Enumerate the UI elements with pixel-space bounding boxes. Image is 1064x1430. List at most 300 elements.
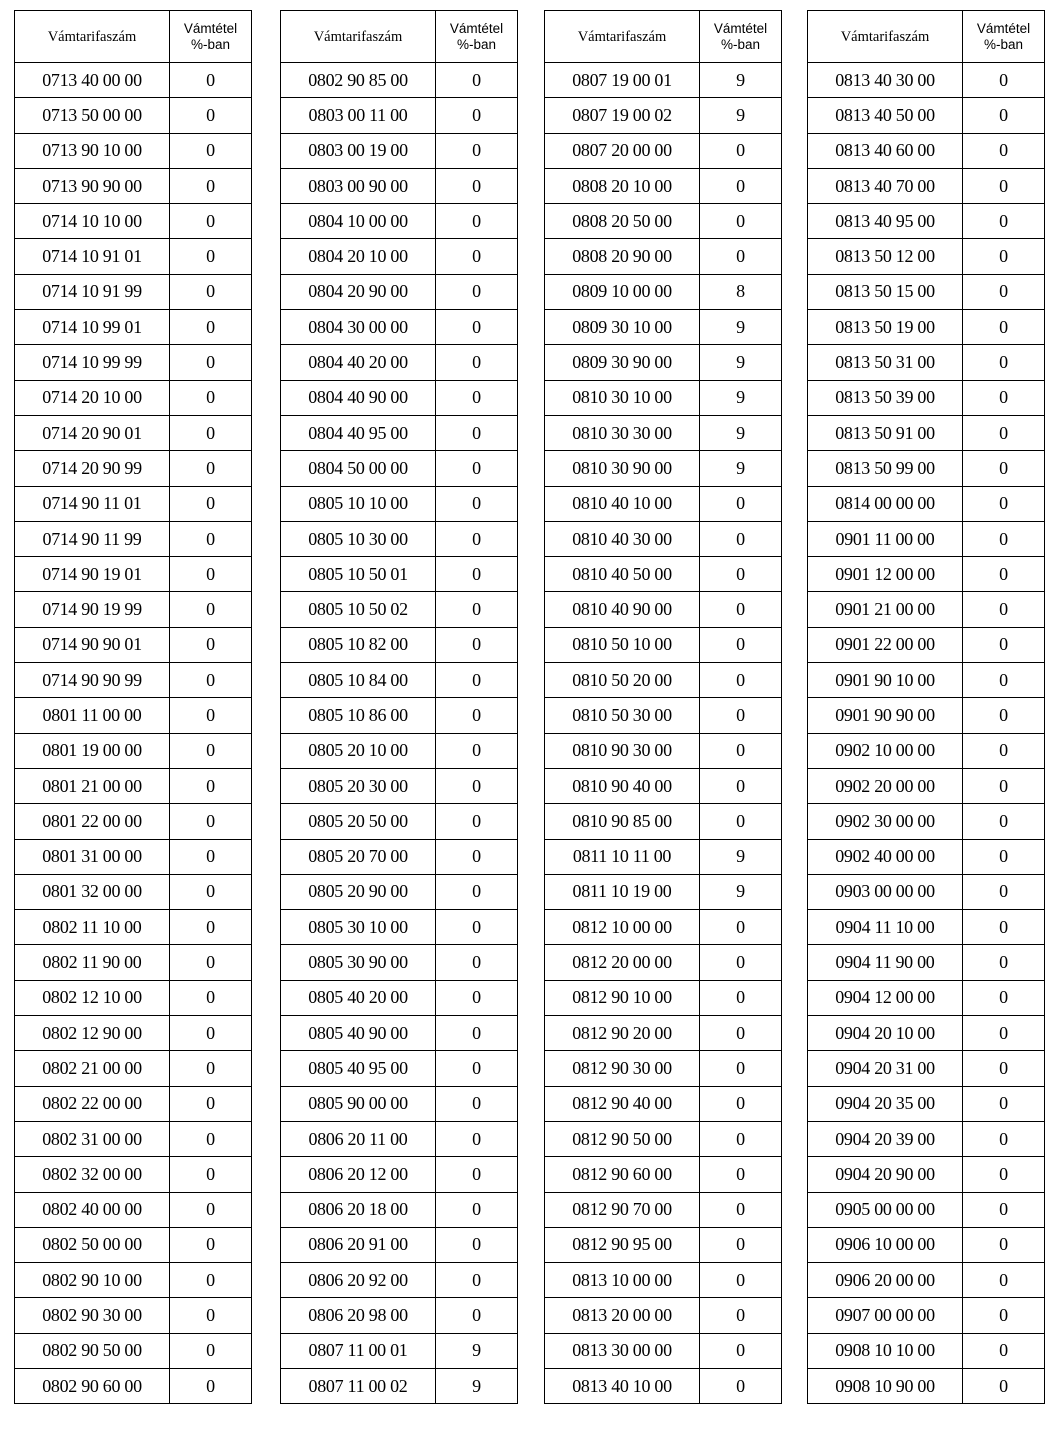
tariff-code-cell: 0802 90 60 00 (15, 1368, 170, 1403)
tariff-code-cell: 0813 10 00 00 (545, 1263, 700, 1298)
table-row (281, 1368, 518, 1403)
table-row (281, 839, 518, 874)
rate-cell: 0 (170, 1227, 252, 1262)
rate-cell: 0 (436, 239, 518, 274)
tariff-code-cell: 0904 11 90 00 (808, 945, 963, 980)
tariff-code-cell: 0805 10 10 00 (281, 486, 436, 521)
rate-cell: 0 (700, 1333, 782, 1368)
tariff-code-cell: 0805 10 30 00 (281, 521, 436, 556)
rate-cell: 0 (963, 239, 1045, 274)
rate-cell: 9 (700, 451, 782, 486)
tariff-code-cell: 0713 50 00 00 (15, 98, 170, 133)
tariff-code-cell: 0812 10 00 00 (545, 910, 700, 945)
table-row (281, 380, 518, 415)
rate-cell: 0 (963, 1263, 1045, 1298)
tariff-code-cell: 0803 00 19 00 (281, 133, 436, 168)
table-row (281, 168, 518, 203)
rate-cell: 0 (963, 663, 1045, 698)
tariff-code-cell: 0901 12 00 00 (808, 557, 963, 592)
rate-cell: 0 (436, 1227, 518, 1262)
tariff-code-cell: 0810 90 30 00 (545, 733, 700, 768)
table-row (808, 1051, 1045, 1086)
rate-cell: 0 (436, 980, 518, 1015)
tariff-code-cell: 0805 10 82 00 (281, 627, 436, 662)
tariff-code-cell: 0806 20 18 00 (281, 1192, 436, 1227)
rate-cell: 0 (700, 168, 782, 203)
table-row (808, 168, 1045, 203)
rate-cell: 0 (963, 521, 1045, 556)
table-row (281, 557, 518, 592)
tariff-code-cell: 0714 10 10 00 (15, 204, 170, 239)
table-row (545, 874, 782, 909)
table-row (281, 204, 518, 239)
rate-cell: 0 (436, 1051, 518, 1086)
tariff-table-3 (544, 10, 782, 1404)
rate-cell: 0 (963, 380, 1045, 415)
tariff-code-cell: 0802 11 10 00 (15, 910, 170, 945)
rate-cell: 0 (170, 804, 252, 839)
table-row (545, 663, 782, 698)
rate-cell: 0 (963, 168, 1045, 203)
table-row (281, 486, 518, 521)
table-row (808, 1157, 1045, 1192)
rate-cell: 9 (700, 839, 782, 874)
rate-cell: 9 (700, 874, 782, 909)
rate-cell: 0 (436, 380, 518, 415)
rate-cell: 0 (170, 627, 252, 662)
table-row (808, 204, 1045, 239)
tariff-code-cell: 0812 90 70 00 (545, 1192, 700, 1227)
rate-cell: 0 (170, 980, 252, 1015)
rate-cell: 0 (700, 1051, 782, 1086)
table-row (808, 1333, 1045, 1368)
table-row (15, 804, 252, 839)
tariff-code-cell: 0807 20 00 00 (545, 133, 700, 168)
tariff-code-cell: 0813 40 30 00 (808, 63, 963, 98)
tariff-code-cell: 0902 40 00 00 (808, 839, 963, 874)
tariff-code-cell: 0813 50 19 00 (808, 310, 963, 345)
tariff-code-cell: 0904 12 00 00 (808, 980, 963, 1015)
tariff-code-cell: 0806 20 91 00 (281, 1227, 436, 1262)
table-row (545, 557, 782, 592)
rate-cell: 0 (436, 98, 518, 133)
table-row (15, 98, 252, 133)
tariff-table-2 (280, 10, 518, 1404)
table-row (281, 98, 518, 133)
table-row (15, 1016, 252, 1051)
table-row (808, 663, 1045, 698)
rate-cell: 0 (436, 1016, 518, 1051)
tariff-code-cell: 0714 10 91 01 (15, 239, 170, 274)
rate-header-line2: %-ban (190, 36, 231, 52)
tariff-code-cell: 0901 22 00 00 (808, 627, 963, 662)
table-row (545, 239, 782, 274)
rate-header-line2: %-ban (983, 36, 1024, 52)
rate-cell: 0 (170, 663, 252, 698)
rate-cell: 0 (963, 804, 1045, 839)
table-row (15, 1086, 252, 1121)
table-row (545, 592, 782, 627)
tariff-code-cell: 0812 90 30 00 (545, 1051, 700, 1086)
table-row (15, 1298, 252, 1333)
rate-header-line1: Vámtétel (449, 20, 504, 36)
table-row (545, 980, 782, 1015)
table-row (808, 1016, 1045, 1051)
table-row (545, 1333, 782, 1368)
rate-cell: 0 (700, 1157, 782, 1192)
table-row (281, 910, 518, 945)
table-row (15, 1263, 252, 1298)
table-row (808, 451, 1045, 486)
rate-cell: 0 (700, 698, 782, 733)
table-row (545, 698, 782, 733)
table-row (808, 698, 1045, 733)
rate-cell: 0 (170, 133, 252, 168)
rate-cell: 0 (700, 239, 782, 274)
rate-cell: 0 (436, 874, 518, 909)
table-row (808, 63, 1045, 98)
tariff-code-cell: 0803 00 11 00 (281, 98, 436, 133)
table-row (808, 345, 1045, 380)
rate-cell: 0 (436, 592, 518, 627)
tariff-code-cell: 0802 22 00 00 (15, 1086, 170, 1121)
tariff-code-cell: 0901 90 90 00 (808, 698, 963, 733)
table-row (15, 63, 252, 98)
rate-cell: 0 (700, 663, 782, 698)
tariff-code-cell: 0801 21 00 00 (15, 768, 170, 803)
table-row (15, 1368, 252, 1403)
tariff-code-cell: 0802 32 00 00 (15, 1157, 170, 1192)
rate-cell: 0 (170, 733, 252, 768)
table-row (808, 1121, 1045, 1156)
tariff-code-cell: 0805 10 50 02 (281, 592, 436, 627)
rate-cell: 0 (436, 1263, 518, 1298)
table-row (808, 486, 1045, 521)
table-row (545, 627, 782, 662)
tariff-code-cell: 0713 90 10 00 (15, 133, 170, 168)
rate-cell: 0 (700, 733, 782, 768)
table-row (808, 1227, 1045, 1262)
rate-cell: 0 (170, 239, 252, 274)
rate-cell: 0 (436, 1298, 518, 1333)
tariff-code-cell: 0810 30 30 00 (545, 415, 700, 450)
tariff-code-cell: 0802 90 50 00 (15, 1333, 170, 1368)
tariff-code-cell: 0810 50 20 00 (545, 663, 700, 698)
tariff-code-cell: 0807 19 00 02 (545, 98, 700, 133)
tariff-code-cell: 0808 20 50 00 (545, 204, 700, 239)
rate-cell: 0 (170, 1368, 252, 1403)
table-row (281, 733, 518, 768)
table-row (545, 1121, 782, 1156)
tariff-code-cell: 0804 20 90 00 (281, 274, 436, 309)
table-row (281, 1227, 518, 1262)
rate-cell: 0 (436, 1086, 518, 1121)
table-row (808, 133, 1045, 168)
tariff-code-cell: 0813 40 50 00 (808, 98, 963, 133)
tariff-code-cell: 0902 30 00 00 (808, 804, 963, 839)
table-row (545, 451, 782, 486)
table-row (281, 415, 518, 450)
table-row (15, 910, 252, 945)
table-row (281, 274, 518, 309)
rate-cell: 9 (436, 1368, 518, 1403)
tariff-code-cell: 0810 30 10 00 (545, 380, 700, 415)
rate-cell: 0 (963, 874, 1045, 909)
rate-cell: 0 (700, 1086, 782, 1121)
table-row (281, 698, 518, 733)
rate-cell: 0 (700, 945, 782, 980)
rate-cell: 0 (700, 557, 782, 592)
column-header-rate (700, 11, 782, 63)
tariff-code-cell: 0810 40 90 00 (545, 592, 700, 627)
tariff-code-cell: 0901 90 10 00 (808, 663, 963, 698)
rate-cell: 0 (170, 1051, 252, 1086)
table-row (15, 310, 252, 345)
table-row (808, 874, 1045, 909)
table-row (281, 1086, 518, 1121)
tariff-code-cell: 0810 40 50 00 (545, 557, 700, 592)
tariff-code-cell: 0805 40 95 00 (281, 1051, 436, 1086)
rate-cell: 8 (700, 274, 782, 309)
tariff-code-cell: 0904 20 35 00 (808, 1086, 963, 1121)
table-row (15, 239, 252, 274)
tariff-code-cell: 0810 40 30 00 (545, 521, 700, 556)
table-row (545, 310, 782, 345)
rate-cell: 0 (963, 733, 1045, 768)
tariff-code-cell: 0804 40 95 00 (281, 415, 436, 450)
tariff-code-cell: 0810 90 85 00 (545, 804, 700, 839)
table-row (15, 204, 252, 239)
rate-cell: 0 (963, 839, 1045, 874)
table-row (545, 415, 782, 450)
table-row (281, 592, 518, 627)
rate-cell: 0 (170, 1263, 252, 1298)
rate-cell: 0 (700, 768, 782, 803)
rate-cell: 0 (170, 698, 252, 733)
rate-cell: 0 (700, 980, 782, 1015)
tariff-code-cell: 0904 20 31 00 (808, 1051, 963, 1086)
table-row (281, 1051, 518, 1086)
tariff-code-cell: 0809 30 90 00 (545, 345, 700, 380)
tariff-code-cell: 0904 20 90 00 (808, 1157, 963, 1192)
table-row (545, 486, 782, 521)
tariff-code-cell: 0714 90 19 99 (15, 592, 170, 627)
column-header-code: Vámtarifaszám (281, 11, 436, 63)
rate-cell: 0 (170, 1086, 252, 1121)
tariff-code-cell: 0806 20 11 00 (281, 1121, 436, 1156)
table-row (545, 380, 782, 415)
rate-cell: 0 (436, 451, 518, 486)
rate-cell: 0 (170, 874, 252, 909)
rate-cell: 0 (963, 1298, 1045, 1333)
tariff-code-cell: 0812 90 60 00 (545, 1157, 700, 1192)
table-row (545, 345, 782, 380)
table-row (808, 1368, 1045, 1403)
rate-cell: 0 (170, 768, 252, 803)
tariff-code-cell: 0902 10 00 00 (808, 733, 963, 768)
tariff-code-cell: 0907 00 00 00 (808, 1298, 963, 1333)
rate-cell: 0 (700, 804, 782, 839)
rate-cell: 0 (436, 1192, 518, 1227)
rate-cell: 0 (170, 521, 252, 556)
table-row (15, 557, 252, 592)
tariff-code-cell: 0810 90 40 00 (545, 768, 700, 803)
tariff-code-cell: 0802 90 85 00 (281, 63, 436, 98)
tariff-code-cell: 0813 40 95 00 (808, 204, 963, 239)
table-row (15, 345, 252, 380)
rate-cell: 0 (170, 310, 252, 345)
rate-cell: 0 (700, 133, 782, 168)
table-header-row (281, 11, 518, 63)
tariff-code-cell: 0901 21 00 00 (808, 592, 963, 627)
rate-cell: 0 (700, 486, 782, 521)
tariff-code-cell: 0813 50 91 00 (808, 415, 963, 450)
tariff-code-cell: 0801 19 00 00 (15, 733, 170, 768)
rate-cell: 9 (700, 63, 782, 98)
tariff-code-cell: 0812 90 95 00 (545, 1227, 700, 1262)
rate-cell: 0 (963, 1016, 1045, 1051)
table-row (15, 451, 252, 486)
rate-cell: 0 (963, 1368, 1045, 1403)
tariff-code-cell: 0813 40 70 00 (808, 168, 963, 203)
table-row (545, 839, 782, 874)
table-row (281, 63, 518, 98)
rate-cell: 9 (700, 98, 782, 133)
tariff-code-cell: 0714 90 11 99 (15, 521, 170, 556)
rate-cell: 0 (170, 274, 252, 309)
rate-cell: 0 (436, 63, 518, 98)
rate-cell: 0 (700, 592, 782, 627)
tariff-code-cell: 0813 50 15 00 (808, 274, 963, 309)
tariff-code-cell: 0905 00 00 00 (808, 1192, 963, 1227)
table-row (545, 804, 782, 839)
table-row (15, 592, 252, 627)
column-header-code: Vámtarifaszám (808, 11, 963, 63)
tariff-code-cell: 0804 30 00 00 (281, 310, 436, 345)
rate-cell: 0 (963, 945, 1045, 980)
rate-cell: 0 (170, 415, 252, 450)
table-body (281, 63, 518, 1404)
table-row (281, 1192, 518, 1227)
tariff-code-cell: 0901 11 00 00 (808, 521, 963, 556)
table-row (281, 945, 518, 980)
rate-cell: 0 (170, 592, 252, 627)
rate-cell: 0 (170, 557, 252, 592)
rate-cell: 0 (436, 1121, 518, 1156)
rate-cell: 0 (963, 486, 1045, 521)
table-row (15, 1157, 252, 1192)
rate-cell: 0 (963, 63, 1045, 98)
rate-cell: 0 (170, 486, 252, 521)
rate-cell: 0 (963, 627, 1045, 662)
tariff-code-cell: 0714 20 90 01 (15, 415, 170, 450)
rate-cell: 0 (963, 1333, 1045, 1368)
rate-cell: 0 (170, 380, 252, 415)
table-row (545, 1051, 782, 1086)
tariff-code-cell: 0806 20 92 00 (281, 1263, 436, 1298)
rate-cell: 0 (700, 1227, 782, 1262)
tariff-code-cell: 0805 20 10 00 (281, 733, 436, 768)
table-row (15, 380, 252, 415)
tariff-code-cell: 0813 30 00 00 (545, 1333, 700, 1368)
rate-cell: 9 (700, 380, 782, 415)
table-row (545, 910, 782, 945)
rate-cell: 0 (963, 1227, 1045, 1262)
rate-cell: 0 (963, 910, 1045, 945)
tariff-code-cell: 0806 20 12 00 (281, 1157, 436, 1192)
table-row (808, 910, 1045, 945)
table-row (545, 1368, 782, 1403)
table-row (15, 168, 252, 203)
tariff-code-cell: 0805 40 20 00 (281, 980, 436, 1015)
tariff-code-cell: 0813 40 60 00 (808, 133, 963, 168)
tariff-code-cell: 0714 90 19 01 (15, 557, 170, 592)
tariff-code-cell: 0802 31 00 00 (15, 1121, 170, 1156)
tariff-code-cell: 0805 20 30 00 (281, 768, 436, 803)
table-row (15, 945, 252, 980)
table-row (545, 1016, 782, 1051)
table-row (281, 310, 518, 345)
rate-cell: 0 (436, 804, 518, 839)
tariff-code-cell: 0810 50 30 00 (545, 698, 700, 733)
rate-header-line1: Vámtétel (713, 20, 768, 36)
tariff-code-cell: 0804 40 90 00 (281, 380, 436, 415)
table-row (808, 310, 1045, 345)
rate-header-line1: Vámtétel (183, 20, 238, 36)
tariff-code-cell: 0908 10 10 00 (808, 1333, 963, 1368)
rate-cell: 0 (963, 1121, 1045, 1156)
tariff-code-cell: 0802 12 90 00 (15, 1016, 170, 1051)
rate-cell: 0 (436, 415, 518, 450)
tariff-code-cell: 0802 90 30 00 (15, 1298, 170, 1333)
rate-cell: 0 (170, 98, 252, 133)
table-row (281, 980, 518, 1015)
rate-cell: 0 (436, 310, 518, 345)
rate-cell: 0 (963, 415, 1045, 450)
rate-cell: 0 (170, 345, 252, 380)
rate-cell: 0 (963, 451, 1045, 486)
tariff-code-cell: 0805 40 90 00 (281, 1016, 436, 1051)
tariff-code-cell: 0804 10 00 00 (281, 204, 436, 239)
rate-cell: 0 (700, 204, 782, 239)
rate-cell: 0 (436, 204, 518, 239)
tariff-code-cell: 0808 20 90 00 (545, 239, 700, 274)
tariff-code-cell: 0813 20 00 00 (545, 1298, 700, 1333)
table-row (808, 804, 1045, 839)
table-row (545, 133, 782, 168)
rate-cell: 9 (436, 1333, 518, 1368)
table-row (808, 380, 1045, 415)
tariff-code-cell: 0802 40 00 00 (15, 1192, 170, 1227)
rate-header-line2: %-ban (720, 36, 761, 52)
tariff-code-cell: 0811 10 11 00 (545, 839, 700, 874)
rate-cell: 0 (436, 1157, 518, 1192)
table-row (15, 1227, 252, 1262)
table-header-row (808, 11, 1045, 63)
table-row (545, 733, 782, 768)
rate-cell: 0 (700, 1016, 782, 1051)
rate-cell: 0 (170, 1192, 252, 1227)
rate-cell: 0 (436, 345, 518, 380)
column-header-rate (436, 11, 518, 63)
table-row (15, 1121, 252, 1156)
table-row (808, 557, 1045, 592)
table-header-row (15, 11, 252, 63)
tariff-code-cell: 0804 40 20 00 (281, 345, 436, 380)
table-row (281, 133, 518, 168)
table-row (281, 239, 518, 274)
rate-cell: 0 (170, 451, 252, 486)
